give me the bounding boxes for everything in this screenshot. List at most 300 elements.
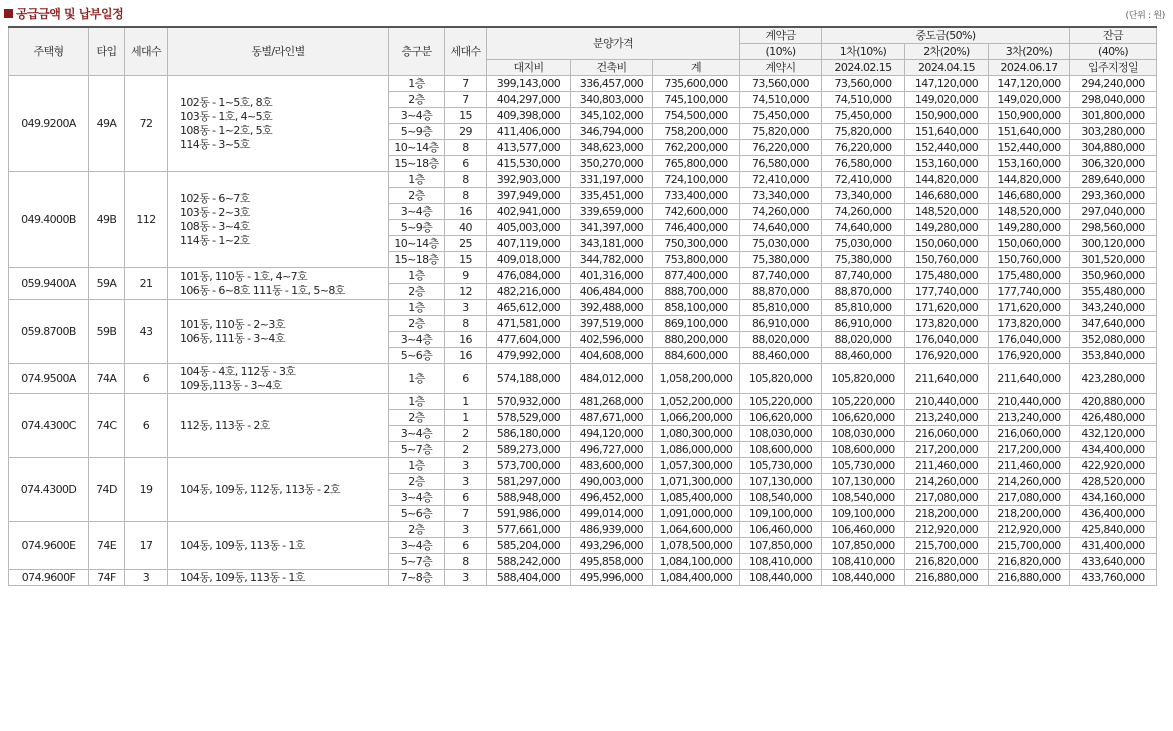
tag-cell: 74E — [89, 522, 125, 570]
header-m2: 2차(20%) — [905, 44, 989, 60]
m1-cell: 105,220,000 — [822, 394, 905, 410]
floor-units-cell: 8 — [445, 140, 487, 156]
m2-cell: 150,060,000 — [905, 236, 989, 252]
building-cell: 493,296,000 — [571, 538, 653, 554]
land-cell: 482,216,000 — [487, 284, 571, 300]
table-row — [9, 172, 1157, 188]
deposit-cell: 75,450,000 — [740, 108, 822, 124]
floor-units-cell: 7 — [445, 76, 487, 92]
total-cell: 1,084,400,000 — [653, 570, 740, 586]
building-cell: 487,671,000 — [571, 410, 653, 426]
dong-cell — [168, 268, 389, 300]
m1-cell: 108,410,000 — [822, 554, 905, 570]
type-cell: 074.9600F — [9, 570, 89, 586]
header-m3-date: 2024.06.17 — [989, 60, 1070, 76]
m3-cell: 176,920,000 — [989, 348, 1070, 364]
balance-cell: 433,640,000 — [1070, 554, 1157, 570]
m1-cell: 105,730,000 — [822, 458, 905, 474]
deposit-cell: 107,850,000 — [740, 538, 822, 554]
building-cell: 350,270,000 — [571, 156, 653, 172]
m2-cell: 171,620,000 — [905, 300, 989, 316]
total-cell: 1,052,200,000 — [653, 394, 740, 410]
header-middle: 중도금(50%) — [822, 27, 1070, 44]
land-cell: 471,581,000 — [487, 316, 571, 332]
table-row — [9, 394, 1157, 410]
dong-cell — [168, 364, 389, 394]
balance-cell: 355,480,000 — [1070, 284, 1157, 300]
balance-cell: 431,400,000 — [1070, 538, 1157, 554]
m3-cell: 171,620,000 — [989, 300, 1070, 316]
m3-cell: 150,760,000 — [989, 252, 1070, 268]
m2-cell: 149,020,000 — [905, 92, 989, 108]
tag-cell: 59A — [89, 268, 125, 300]
building-cell: 495,996,000 — [571, 570, 653, 586]
total-cell: 745,100,000 — [653, 92, 740, 108]
total-cell: 754,500,000 — [653, 108, 740, 124]
table-row — [9, 522, 1157, 538]
floor-units-cell: 7 — [445, 506, 487, 522]
land-cell: 581,297,000 — [487, 474, 571, 490]
units-cell: 17 — [125, 522, 168, 570]
floor-cell: 3~4층 — [389, 108, 445, 124]
m2-cell: 213,240,000 — [905, 410, 989, 426]
m1-cell: 105,820,000 — [822, 364, 905, 394]
dong-cell — [168, 172, 389, 268]
floor-units-cell: 3 — [445, 570, 487, 586]
building-cell: 499,014,000 — [571, 506, 653, 522]
deposit-cell: 108,030,000 — [740, 426, 822, 442]
total-cell: 724,100,000 — [653, 172, 740, 188]
total-cell: 888,700,000 — [653, 284, 740, 300]
building-cell: 495,858,000 — [571, 554, 653, 570]
building-cell: 496,452,000 — [571, 490, 653, 506]
tag-cell: 74F — [89, 570, 125, 586]
dong-cell — [168, 570, 389, 586]
header-balance-when: 입주지정일 — [1070, 60, 1157, 76]
balance-cell: 298,560,000 — [1070, 220, 1157, 236]
m3-cell: 151,640,000 — [989, 124, 1070, 140]
m3-cell: 213,240,000 — [989, 410, 1070, 426]
floor-units-cell: 8 — [445, 172, 487, 188]
floor-units-cell: 8 — [445, 188, 487, 204]
m3-cell: 210,440,000 — [989, 394, 1070, 410]
balance-cell: 303,280,000 — [1070, 124, 1157, 140]
land-cell: 411,406,000 — [487, 124, 571, 140]
land-cell: 413,577,000 — [487, 140, 571, 156]
table-row — [9, 458, 1157, 474]
floor-cell: 3~4층 — [389, 490, 445, 506]
m2-cell: 151,640,000 — [905, 124, 989, 140]
building-cell: 346,794,000 — [571, 124, 653, 140]
m2-cell: 153,160,000 — [905, 156, 989, 172]
header-type: 주택형 — [9, 27, 89, 76]
building-cell: 397,519,000 — [571, 316, 653, 332]
floor-cell: 5~6층 — [389, 348, 445, 364]
m3-cell: 150,060,000 — [989, 236, 1070, 252]
m3-cell: 173,820,000 — [989, 316, 1070, 332]
building-cell: 490,003,000 — [571, 474, 653, 490]
m3-cell: 148,520,000 — [989, 204, 1070, 220]
units-cell: 72 — [125, 76, 168, 172]
m3-cell: 215,700,000 — [989, 538, 1070, 554]
m3-cell: 214,260,000 — [989, 474, 1070, 490]
units-cell: 112 — [125, 172, 168, 268]
table-header — [9, 27, 1157, 76]
m3-cell: 152,440,000 — [989, 140, 1070, 156]
land-cell: 405,003,000 — [487, 220, 571, 236]
m1-cell: 72,410,000 — [822, 172, 905, 188]
deposit-cell: 88,460,000 — [740, 348, 822, 364]
dong-line: 104동, 109동, 113동 - 1호 — [180, 538, 305, 552]
floor-units-cell: 8 — [445, 554, 487, 570]
total-cell: 1,057,300,000 — [653, 458, 740, 474]
units-cell: 21 — [125, 268, 168, 300]
balance-cell: 304,880,000 — [1070, 140, 1157, 156]
deposit-cell: 105,820,000 — [740, 364, 822, 394]
m3-cell: 211,460,000 — [989, 458, 1070, 474]
deposit-cell: 72,410,000 — [740, 172, 822, 188]
dong-line: 106동, 111동 - 3~4호 — [180, 331, 285, 345]
building-cell: 496,727,000 — [571, 442, 653, 458]
m3-cell: 147,120,000 — [989, 76, 1070, 92]
deposit-cell: 88,020,000 — [740, 332, 822, 348]
deposit-cell: 106,460,000 — [740, 522, 822, 538]
total-cell: 746,400,000 — [653, 220, 740, 236]
m1-cell: 86,910,000 — [822, 316, 905, 332]
floor-cell: 15~18층 — [389, 156, 445, 172]
square-bullet-icon — [4, 9, 13, 18]
table-body — [9, 76, 1157, 586]
header-deposit: 계약금 — [740, 27, 822, 44]
total-cell: 765,800,000 — [653, 156, 740, 172]
land-cell: 404,297,000 — [487, 92, 571, 108]
total-cell: 858,100,000 — [653, 300, 740, 316]
floor-cell: 3~4층 — [389, 538, 445, 554]
floor-units-cell: 3 — [445, 458, 487, 474]
floor-units-cell: 16 — [445, 332, 487, 348]
floor-units-cell: 9 — [445, 268, 487, 284]
floor-units-cell: 25 — [445, 236, 487, 252]
title-bar — [4, 2, 1165, 22]
m1-cell: 73,560,000 — [822, 76, 905, 92]
floor-cell: 5~6층 — [389, 506, 445, 522]
m3-cell: 175,480,000 — [989, 268, 1070, 284]
deposit-cell: 76,580,000 — [740, 156, 822, 172]
deposit-cell: 88,870,000 — [740, 284, 822, 300]
table-row — [9, 364, 1157, 394]
land-cell: 407,119,000 — [487, 236, 571, 252]
header-dong: 동별/라인별 — [168, 27, 389, 76]
units-cell: 6 — [125, 394, 168, 458]
m2-cell: 217,200,000 — [905, 442, 989, 458]
tag-cell: 49B — [89, 172, 125, 268]
land-cell: 477,604,000 — [487, 332, 571, 348]
m1-cell: 75,380,000 — [822, 252, 905, 268]
floor-units-cell: 6 — [445, 156, 487, 172]
dong-cell — [168, 458, 389, 522]
m2-cell: 176,920,000 — [905, 348, 989, 364]
total-cell: 1,091,000,000 — [653, 506, 740, 522]
m1-cell: 76,220,000 — [822, 140, 905, 156]
building-cell: 481,268,000 — [571, 394, 653, 410]
section-title-text: 공급금액 및 납부일정 — [16, 7, 124, 21]
building-cell: 339,659,000 — [571, 204, 653, 220]
m2-cell: 211,460,000 — [905, 458, 989, 474]
balance-cell: 428,520,000 — [1070, 474, 1157, 490]
header-building: 건축비 — [571, 60, 653, 76]
balance-cell: 306,320,000 — [1070, 156, 1157, 172]
m3-cell: 217,080,000 — [989, 490, 1070, 506]
balance-cell: 434,160,000 — [1070, 490, 1157, 506]
floor-cell: 1층 — [389, 394, 445, 410]
m2-cell: 148,520,000 — [905, 204, 989, 220]
dong-line: 106동 - 6~8호 111동 - 1호, 5~8호 — [180, 283, 345, 297]
header-deposit-when: 계약시 — [740, 60, 822, 76]
m2-cell: 210,440,000 — [905, 394, 989, 410]
type-cell: 049.4000B — [9, 172, 89, 268]
dong-cell — [168, 394, 389, 458]
floor-units-cell: 1 — [445, 394, 487, 410]
header-m1-date: 2024.02.15 — [822, 60, 905, 76]
m1-cell: 88,870,000 — [822, 284, 905, 300]
building-cell: 335,451,000 — [571, 188, 653, 204]
m1-cell: 106,620,000 — [822, 410, 905, 426]
balance-cell: 432,120,000 — [1070, 426, 1157, 442]
dong-line: 108동 - 1~2호, 5호 — [180, 123, 273, 137]
floor-units-cell: 16 — [445, 348, 487, 364]
dong-cell — [168, 76, 389, 172]
balance-cell: 426,480,000 — [1070, 410, 1157, 426]
dong-line: 112동, 113동 - 2호 — [180, 418, 270, 432]
m3-cell: 218,200,000 — [989, 506, 1070, 522]
m2-cell: 216,880,000 — [905, 570, 989, 586]
m2-cell: 146,680,000 — [905, 188, 989, 204]
m1-cell: 106,460,000 — [822, 522, 905, 538]
tag-cell: 74D — [89, 458, 125, 522]
deposit-cell: 73,560,000 — [740, 76, 822, 92]
m2-cell: 175,480,000 — [905, 268, 989, 284]
m3-cell: 216,060,000 — [989, 426, 1070, 442]
unit-label: (단위 : 원) — [1125, 11, 1165, 21]
balance-cell: 422,920,000 — [1070, 458, 1157, 474]
total-cell: 762,200,000 — [653, 140, 740, 156]
balance-cell: 293,360,000 — [1070, 188, 1157, 204]
total-cell: 750,300,000 — [653, 236, 740, 252]
building-cell: 343,181,000 — [571, 236, 653, 252]
m2-cell: 217,080,000 — [905, 490, 989, 506]
balance-cell: 420,880,000 — [1070, 394, 1157, 410]
floor-cell: 2층 — [389, 474, 445, 490]
m1-cell: 74,510,000 — [822, 92, 905, 108]
total-cell: 1,058,200,000 — [653, 364, 740, 394]
total-cell: 735,600,000 — [653, 76, 740, 92]
floor-units-cell: 1 — [445, 410, 487, 426]
land-cell: 415,530,000 — [487, 156, 571, 172]
m1-cell: 88,020,000 — [822, 332, 905, 348]
dong-line: 114동 - 1~2호 — [180, 233, 250, 247]
header-balance: 잔금 — [1070, 27, 1157, 44]
floor-cell: 2층 — [389, 284, 445, 300]
table-row — [9, 300, 1157, 316]
floor-units-cell: 2 — [445, 426, 487, 442]
total-cell: 880,200,000 — [653, 332, 740, 348]
tag-cell: 74A — [89, 364, 125, 394]
building-cell: 402,596,000 — [571, 332, 653, 348]
m1-cell: 88,460,000 — [822, 348, 905, 364]
land-cell: 392,903,000 — [487, 172, 571, 188]
header-units: 세대수 — [125, 27, 168, 76]
m1-cell: 108,440,000 — [822, 570, 905, 586]
total-cell: 869,100,000 — [653, 316, 740, 332]
balance-cell: 436,400,000 — [1070, 506, 1157, 522]
m1-cell: 74,260,000 — [822, 204, 905, 220]
floor-units-cell: 6 — [445, 538, 487, 554]
units-cell: 43 — [125, 300, 168, 364]
total-cell: 1,085,400,000 — [653, 490, 740, 506]
floor-cell: 5~7층 — [389, 442, 445, 458]
total-cell: 758,200,000 — [653, 124, 740, 140]
deposit-cell: 74,260,000 — [740, 204, 822, 220]
total-cell: 1,066,200,000 — [653, 410, 740, 426]
deposit-cell: 105,220,000 — [740, 394, 822, 410]
header-m3: 3차(20%) — [989, 44, 1070, 60]
m3-cell: 150,900,000 — [989, 108, 1070, 124]
dong-line: 103동 - 1호, 4~5호 — [180, 109, 273, 123]
header-tag: 타입 — [89, 27, 125, 76]
floor-units-cell: 15 — [445, 252, 487, 268]
m3-cell: 216,820,000 — [989, 554, 1070, 570]
floor-units-cell: 12 — [445, 284, 487, 300]
total-cell: 1,086,000,000 — [653, 442, 740, 458]
dong-line: 109동,113동 - 3~4호 — [180, 378, 282, 392]
floor-cell: 1층 — [389, 300, 445, 316]
land-cell: 588,242,000 — [487, 554, 571, 570]
supply-price-table — [8, 26, 1157, 586]
balance-cell: 353,840,000 — [1070, 348, 1157, 364]
deposit-cell: 74,640,000 — [740, 220, 822, 236]
balance-cell: 298,040,000 — [1070, 92, 1157, 108]
balance-cell: 301,800,000 — [1070, 108, 1157, 124]
land-cell: 409,018,000 — [487, 252, 571, 268]
m1-cell: 74,640,000 — [822, 220, 905, 236]
building-cell: 404,608,000 — [571, 348, 653, 364]
floor-cell: 3~4층 — [389, 204, 445, 220]
floor-cell: 5~7층 — [389, 554, 445, 570]
land-cell: 399,143,000 — [487, 76, 571, 92]
floor-cell: 1층 — [389, 76, 445, 92]
floor-cell: 15~18층 — [389, 252, 445, 268]
m2-cell: 150,900,000 — [905, 108, 989, 124]
deposit-cell: 73,340,000 — [740, 188, 822, 204]
floor-cell: 3~4층 — [389, 426, 445, 442]
floor-units-cell: 6 — [445, 364, 487, 394]
type-cell: 074.4300C — [9, 394, 89, 458]
table-row — [9, 76, 1157, 92]
building-cell: 484,012,000 — [571, 364, 653, 394]
floor-cell: 5~9층 — [389, 124, 445, 140]
floor-cell: 10~14층 — [389, 140, 445, 156]
header-price: 분양가격 — [487, 27, 740, 60]
m2-cell: 218,200,000 — [905, 506, 989, 522]
m3-cell: 176,040,000 — [989, 332, 1070, 348]
m2-cell: 215,700,000 — [905, 538, 989, 554]
table-row — [9, 268, 1157, 284]
m1-cell: 87,740,000 — [822, 268, 905, 284]
total-cell: 1,080,300,000 — [653, 426, 740, 442]
floor-cell: 1층 — [389, 172, 445, 188]
balance-cell: 294,240,000 — [1070, 76, 1157, 92]
m1-cell: 73,340,000 — [822, 188, 905, 204]
building-cell: 486,939,000 — [571, 522, 653, 538]
m1-cell: 75,820,000 — [822, 124, 905, 140]
deposit-cell: 75,380,000 — [740, 252, 822, 268]
floor-cell: 2층 — [389, 92, 445, 108]
balance-cell: 289,640,000 — [1070, 172, 1157, 188]
deposit-cell: 105,730,000 — [740, 458, 822, 474]
m2-cell: 176,040,000 — [905, 332, 989, 348]
land-cell: 397,949,000 — [487, 188, 571, 204]
m3-cell: 177,740,000 — [989, 284, 1070, 300]
total-cell: 742,600,000 — [653, 204, 740, 220]
header-total: 계 — [653, 60, 740, 76]
header-m1: 1차(10%) — [822, 44, 905, 60]
m2-cell: 177,740,000 — [905, 284, 989, 300]
building-cell: 345,102,000 — [571, 108, 653, 124]
floor-units-cell: 3 — [445, 522, 487, 538]
m2-cell: 144,820,000 — [905, 172, 989, 188]
floor-cell: 1층 — [389, 364, 445, 394]
balance-cell: 301,520,000 — [1070, 252, 1157, 268]
total-cell: 1,084,100,000 — [653, 554, 740, 570]
floor-units-cell: 3 — [445, 300, 487, 316]
building-cell: 406,484,000 — [571, 284, 653, 300]
dong-line: 108동 - 3~4호 — [180, 219, 250, 233]
floor-cell: 2층 — [389, 188, 445, 204]
m1-cell: 108,030,000 — [822, 426, 905, 442]
total-cell: 884,600,000 — [653, 348, 740, 364]
floor-units-cell: 40 — [445, 220, 487, 236]
total-cell: 877,400,000 — [653, 268, 740, 284]
m2-cell: 173,820,000 — [905, 316, 989, 332]
tag-cell: 74C — [89, 394, 125, 458]
floor-units-cell: 7 — [445, 92, 487, 108]
total-cell: 753,800,000 — [653, 252, 740, 268]
land-cell: 588,948,000 — [487, 490, 571, 506]
m1-cell: 108,540,000 — [822, 490, 905, 506]
balance-cell: 423,280,000 — [1070, 364, 1157, 394]
deposit-cell: 108,600,000 — [740, 442, 822, 458]
building-cell: 348,623,000 — [571, 140, 653, 156]
m1-cell: 109,100,000 — [822, 506, 905, 522]
total-cell: 733,400,000 — [653, 188, 740, 204]
m3-cell: 153,160,000 — [989, 156, 1070, 172]
m1-cell: 75,030,000 — [822, 236, 905, 252]
m2-cell: 214,260,000 — [905, 474, 989, 490]
floor-units-cell: 29 — [445, 124, 487, 140]
type-cell: 049.9200A — [9, 76, 89, 172]
land-cell: 591,986,000 — [487, 506, 571, 522]
building-cell: 341,397,000 — [571, 220, 653, 236]
dong-line: 114동 - 3~5호 — [180, 137, 250, 151]
header-land: 대지비 — [487, 60, 571, 76]
balance-cell: 425,840,000 — [1070, 522, 1157, 538]
m1-cell: 108,600,000 — [822, 442, 905, 458]
m3-cell: 211,640,000 — [989, 364, 1070, 394]
floor-units-cell: 2 — [445, 442, 487, 458]
m2-cell: 147,120,000 — [905, 76, 989, 92]
building-cell: 483,600,000 — [571, 458, 653, 474]
header-deposit-pct: (10%) — [740, 44, 822, 60]
